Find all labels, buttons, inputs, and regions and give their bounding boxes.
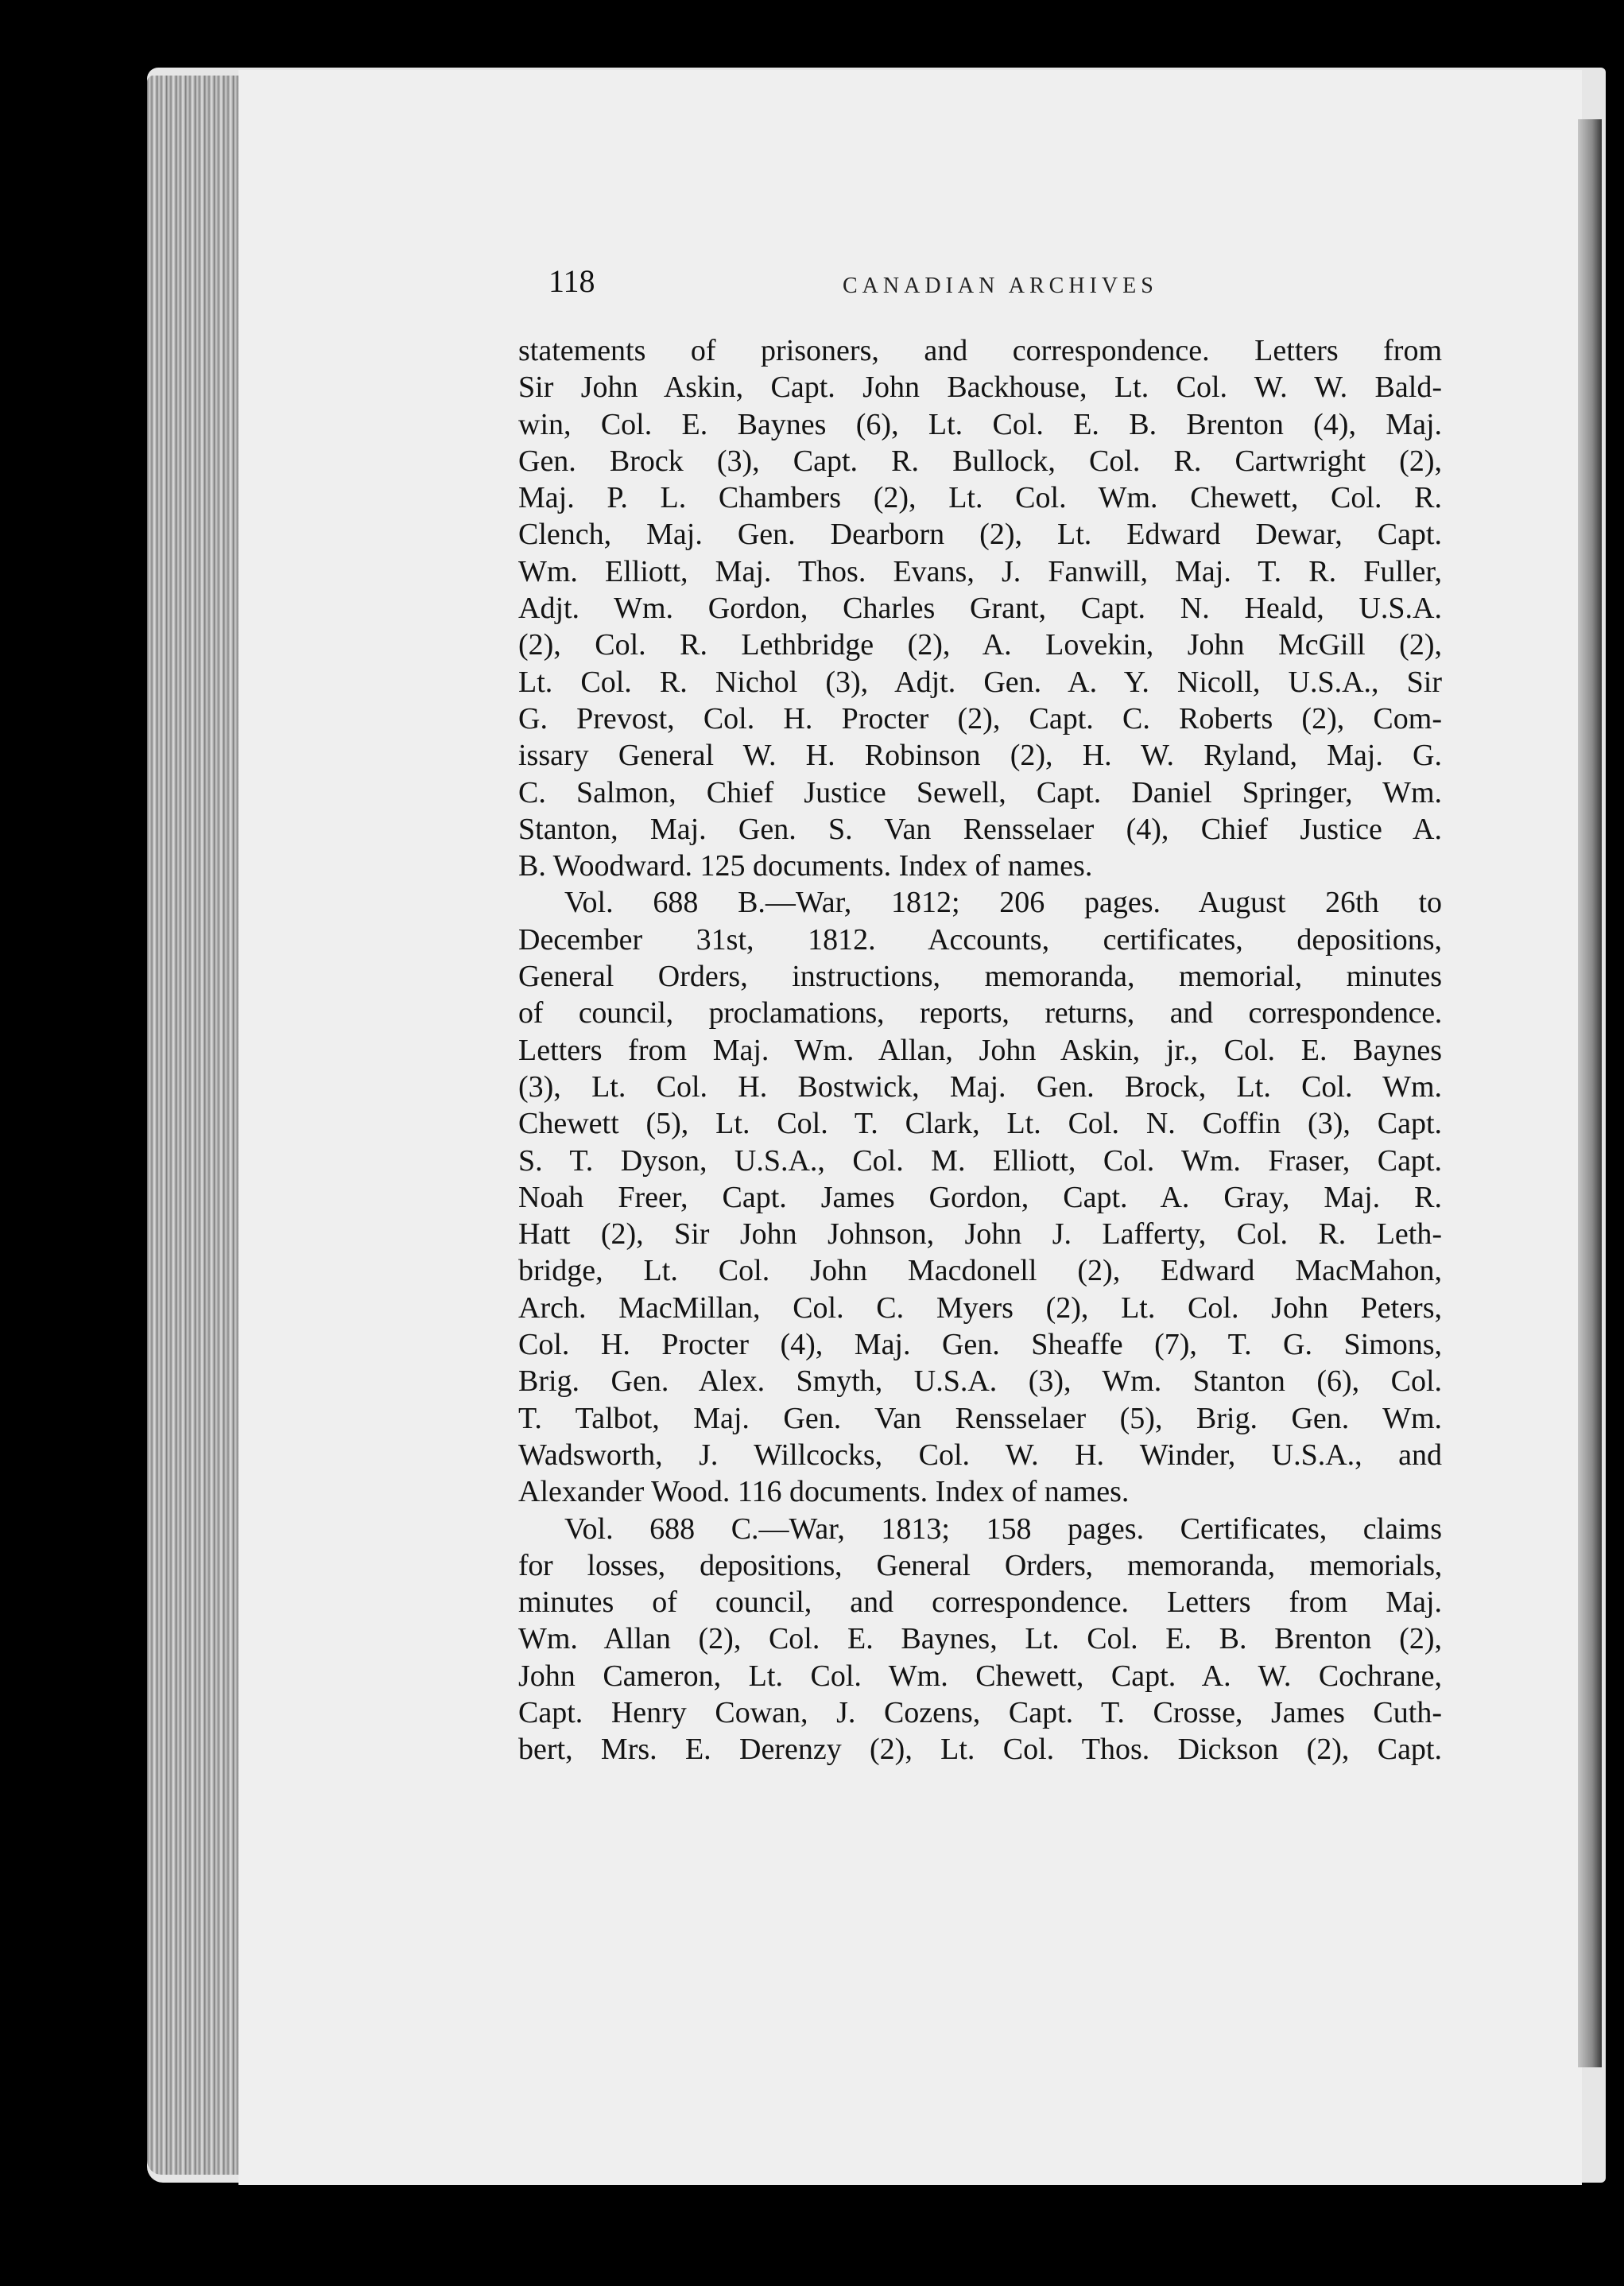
text-line: Arch. MacMillan, Col. C. Myers (2), Lt. Col. John Peters, <box>518 1290 1442 1325</box>
page-header <box>548 262 1439 310</box>
page-edges <box>147 76 242 2175</box>
text-line: minutes of council, and correspondence. Letters from Maj. <box>518 1585 1442 1620</box>
text-line: Brig. Gen. Alex. Smyth, U.S.A. (3), Wm. Stanton (6), Col. <box>518 1364 1442 1399</box>
text-line: Maj. P. L. Chambers (2), Lt. Col. Wm. Chewett, Col. R. <box>518 481 1442 515</box>
text-line: (3), Lt. Col. H. Bostwick, Maj. Gen. Brock, Lt. Col. Wm. <box>518 1069 1442 1104</box>
text-line: December 31st, 1812. Accounts, certificates, depositions, <box>518 922 1442 957</box>
text-line: Stanton, Maj. Gen. S. Van Rensselaer (4), Chief Justice A. <box>518 812 1442 846</box>
running-head: CANADIAN ARCHIVES <box>843 274 1158 298</box>
text-line: Hatt (2), Sir John Johnson, John J. Lafferty, Col. R. Leth- <box>518 1217 1442 1252</box>
text-line: Sir John Askin, Capt. John Backhouse, Lt. Col. W. W. Bald- <box>518 371 1442 405</box>
text-line: S. T. Dyson, U.S.A., Col. M. Elliott, Col. Wm. Fraser, Capt. <box>518 1143 1442 1178</box>
text-line: (2), Col. R. Lethbridge (2), A. Lovekin, John McGill (2), <box>518 628 1442 662</box>
text-line: C. Salmon, Chief Justice Sewell, Capt. Daniel Springer, Wm. <box>518 775 1442 809</box>
text-line: Chewett (5), Lt. Col. T. Clark, Lt. Col. N. Coffin (3), Capt. <box>518 1107 1442 1141</box>
text-line: Wm. Allan (2), Col. E. Baynes, Lt. Col. E. B. Brenton (2), <box>518 1622 1442 1656</box>
text-line: Noah Freer, Capt. James Gordon, Capt. A. Gray, Maj. R. <box>518 1180 1442 1214</box>
body-text <box>518 332 1442 1768</box>
text-line: Gen. Brock (3), Capt. R. Bullock, Col. R. Cartwright (2), <box>518 444 1442 478</box>
text-line: Vol. 688 B.—War, 1812; 206 pages. August 26th to <box>564 886 1442 920</box>
text-line: Col. H. Procter (4), Maj. Gen. Sheaffe (7), T. G. Simons, <box>518 1328 1442 1362</box>
text-line: Letters from Maj. Wm. Allan, John Askin, jr., Col. E. Baynes <box>518 1033 1442 1067</box>
text-line: Vol. 688 C.—War, 1813; 158 pages. Certificates, claims <box>564 1512 1442 1546</box>
text-line: Alexander Wood. 116 documents. Index of names. <box>518 1475 1130 1509</box>
text-line: statements of prisoners, and correspondence. Letters from <box>518 334 1442 367</box>
text-line: G. Prevost, Col. H. Procter (2), Capt. C. Roberts (2), Com- <box>518 701 1442 735</box>
text-line: Wadsworth, J. Willcocks, Col. W. H. Winder, U.S.A., and <box>518 1438 1442 1472</box>
text-line: Adjt. Wm. Gordon, Charles Grant, Capt. N. Heald, U.S.A. <box>518 592 1442 626</box>
text-line: Capt. Henry Cowan, J. Cozens, Capt. T. Crosse, James Cuth- <box>518 1695 1442 1729</box>
text-line: Lt. Col. R. Nichol (3), Adjt. Gen. A. Y. Nicoll, U.S.A., Sir <box>518 665 1442 699</box>
text-line: T. Talbot, Maj. Gen. Van Rensselaer (5), Brig. Gen. Wm. <box>518 1401 1442 1435</box>
text-line: bridge, Lt. Col. John Macdonell (2), Edward MacMahon, <box>518 1254 1442 1288</box>
text-line: Wm. Elliott, Maj. Thos. Evans, J. Fanwill, Maj. T. R. Fuller, <box>518 554 1442 588</box>
text-line: for losses, depositions, General Orders, memoranda, memorials, <box>518 1548 1442 1582</box>
text-line: win, Col. E. Baynes (6), Lt. Col. E. B. Brenton (4), Maj. <box>518 407 1442 441</box>
page-number: 118 <box>548 263 595 299</box>
text-line: John Cameron, Lt. Col. Wm. Chewett, Capt. A. W. Cochrane, <box>518 1659 1442 1693</box>
text-line: bert, Mrs. E. Derenzy (2), Lt. Col. Thos. Dickson (2), Capt. <box>518 1733 1442 1767</box>
text-line: B. Woodward. 125 documents. Index of names. <box>518 849 1093 883</box>
book-right-edge <box>1578 119 1602 2067</box>
text-line: Clench, Maj. Gen. Dearborn (2), Lt. Edward Dewar, Capt. <box>518 518 1442 552</box>
text-line: of council, proclamations, reports, returns, and correspondence. <box>518 996 1442 1030</box>
text-line: issary General W. H. Robinson (2), H. W. Ryland, Maj. G. <box>518 739 1442 773</box>
text-line: General Orders, instructions, memoranda, memorial, minutes <box>518 960 1442 994</box>
